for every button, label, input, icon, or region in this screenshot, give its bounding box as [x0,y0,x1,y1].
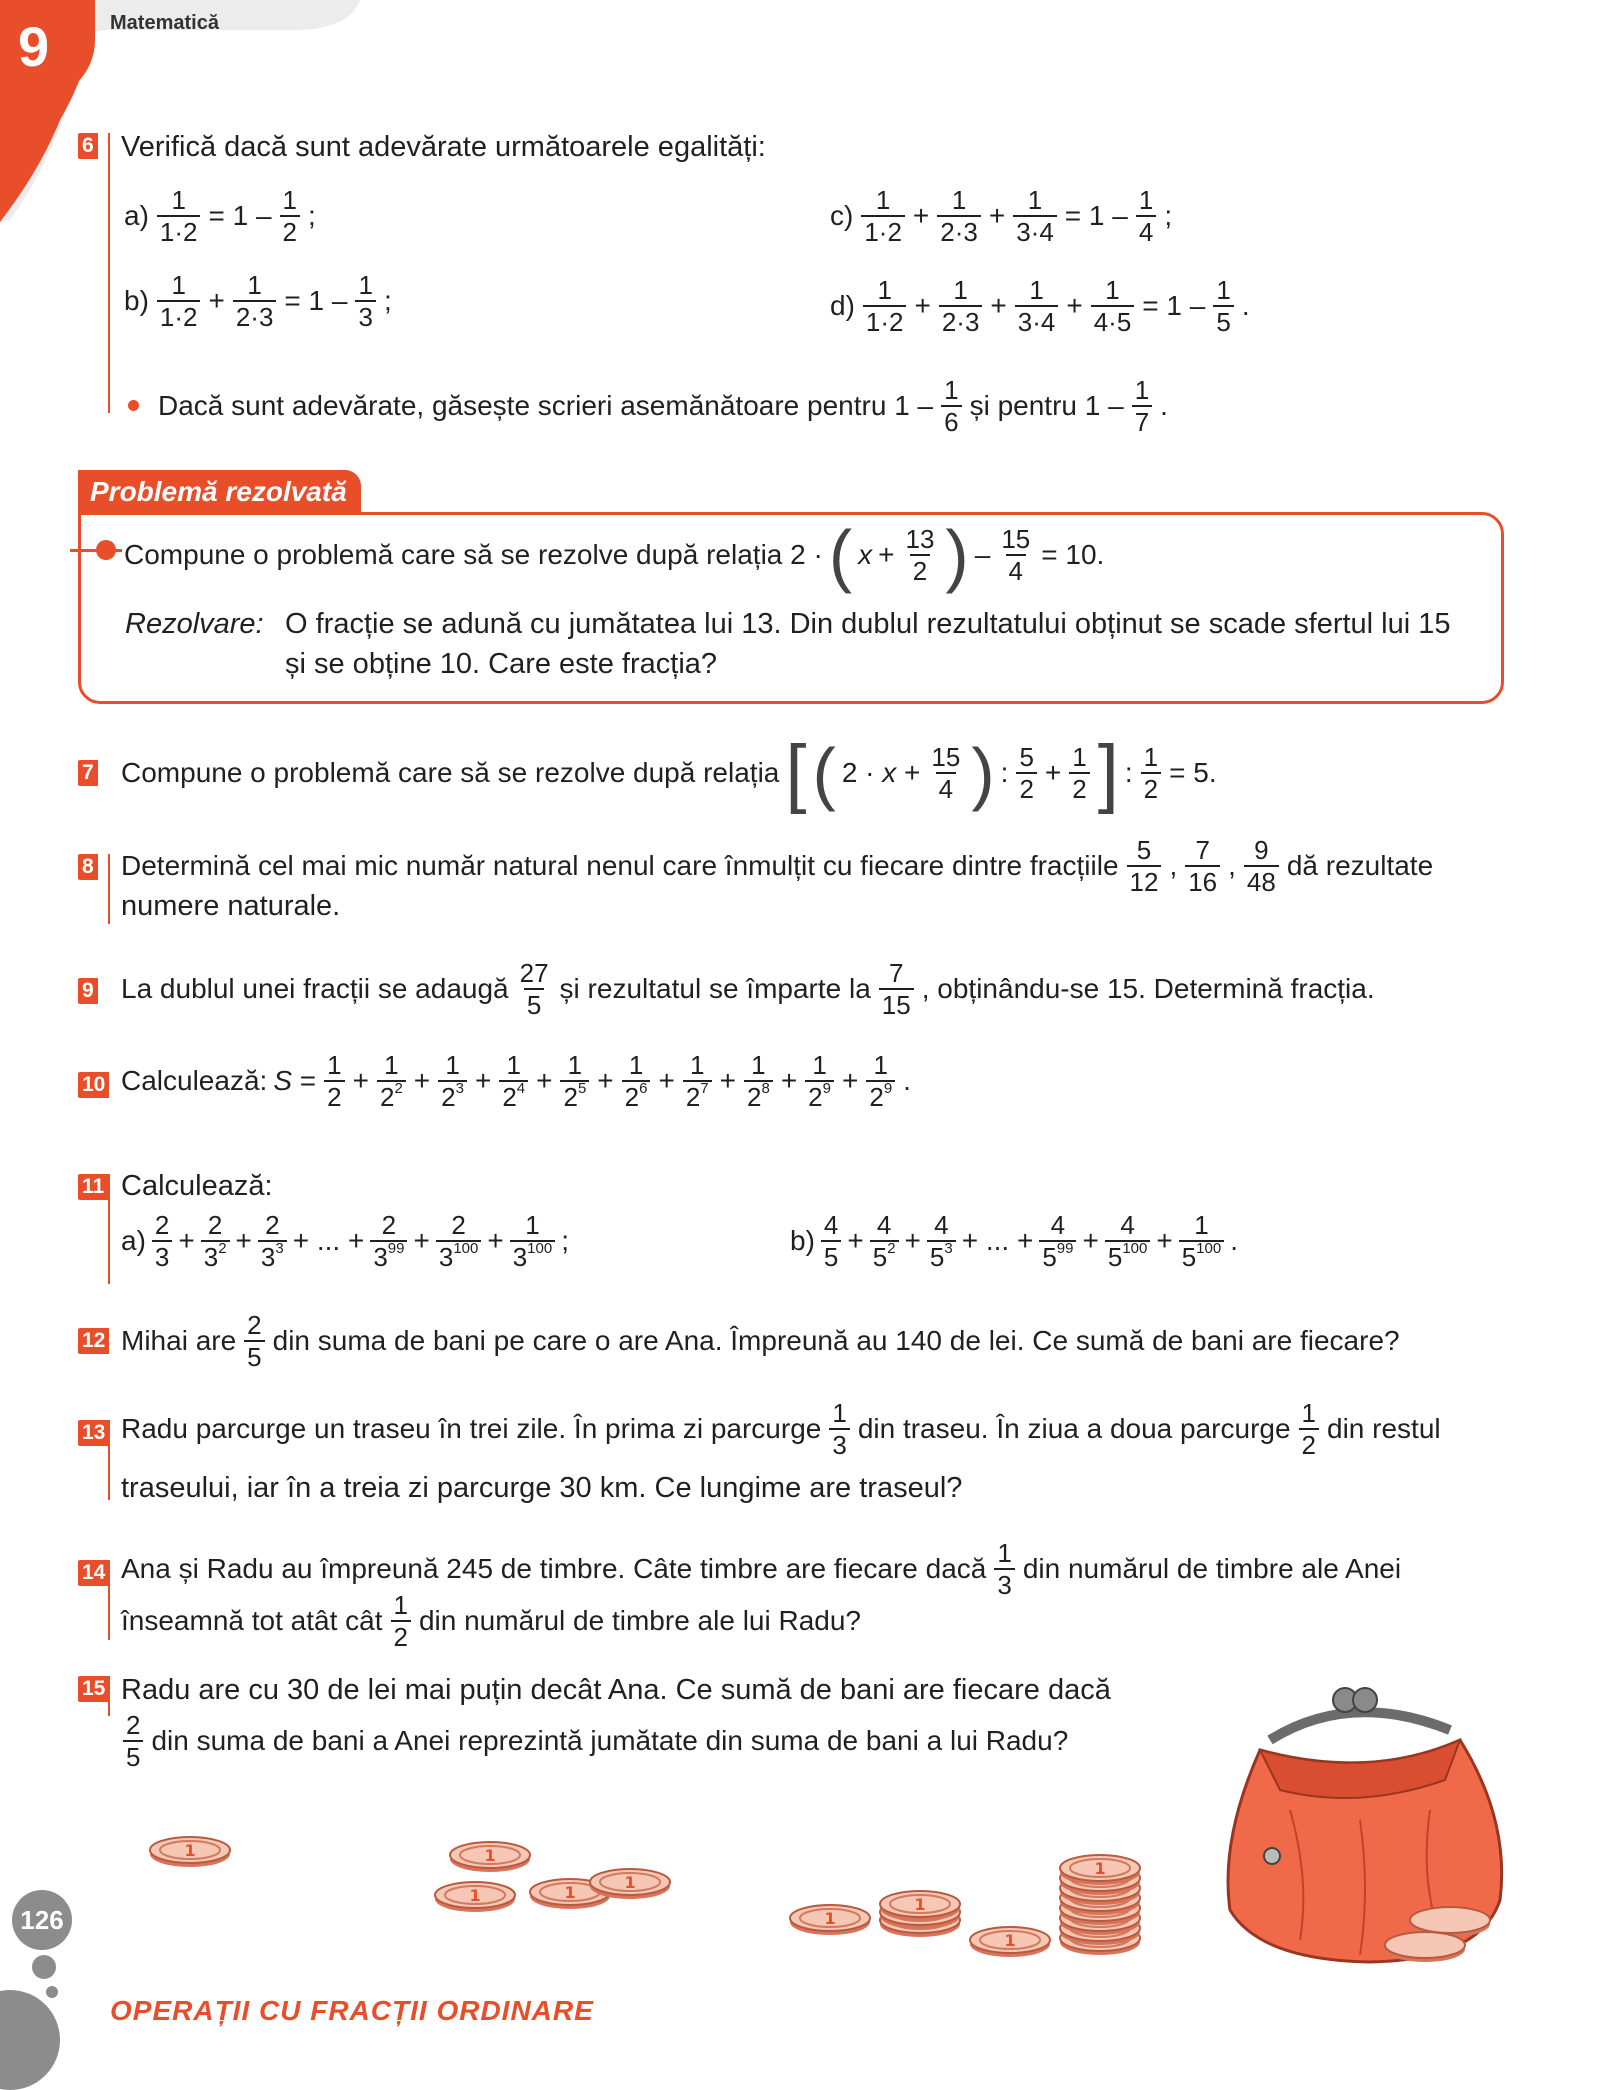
exercise-6-bullet: Dacă sunt adevărate, găsește scrieri asemănătoare pentru 1 – $\frac{1}{6}$ și pentru 1 – $\frac{1}{7}$ . [158,375,1168,437]
exercise-15-text: din suma de bani a Anei reprezintă jumătate din suma de bani a lui Radu? [151,1725,1069,1756]
exercise-14-line1: Ana și Radu au împreună 245 de timbre. Câte timbre are fiecare dacă $\frac{1}{3}$ din numărul de timbre ale Anei [121,1538,1402,1600]
equation-6a: a) $\frac{1}{1\cdot 2}$ = 1 – $\frac{1}{2}$ ; [124,185,316,247]
solved-bullet-icon [96,540,116,560]
purse-icon [1200,1670,1530,1970]
exercise-14-text-c: înseamnă tot atât cât [121,1605,383,1636]
chapter-number: 9 [18,15,50,78]
bullet-icon [128,400,139,411]
label-11b: b) [790,1225,815,1256]
exercise-13-text-a: Radu parcurge un traseu în trei zile. În prima zi parcurge [121,1413,822,1444]
exercise-13-text-c: din restul [1327,1413,1441,1444]
exercise-number-8: 8 [78,854,98,880]
exercise-10-text: Calculează: [121,1065,268,1096]
exercise-14-line2: înseamnă tot atât cât $\frac{1}{2}$ din numărul de timbre ale lui Radu? [121,1590,861,1652]
exercise-12-text-b: din suma de bani pe care o are Ana. Împreună au 140 de lei. Ce sumă de bani are fiecare? [272,1325,1400,1356]
exercise-9-text-c: , obținându-se 15. Determină fracția. [921,973,1375,1004]
exercise-6-bar [108,133,110,413]
exercise-7: Compune o problemă care să se rezolve după relația [ ( 2 · x + $\frac{15}{4}$ ) : $\frac{5}{2}$ + $\frac{1}{2}$ ] : $\frac{1}{2}$ = 5. [121,730,1217,815]
equation-6b: b) $\frac{1}{1\cdot 2}$ + $\frac{1}{2\cdot 3}$ = 1 – $\frac{1}{3}$ ; [124,270,392,332]
exercise-7-text: Compune o problemă care să se rezolve după relația [121,757,780,788]
exercise-12: Mihai are $\frac{2}{5}$ din suma de bani pe care o are Ana. Împreună au 140 de lei. Ce sumă de bani are fiecare? [121,1310,1400,1372]
exercise-number-13: 13 [78,1420,109,1446]
exercise-8-text-a: Determină cel mai mic număr natural nenul care înmulțit cu fiecare dintre fracțiile [121,850,1119,881]
exercise-15-line1: Radu are cu 30 de lei mai puțin decât Ana. Ce sumă de bani are fiecare dacă [121,1674,1111,1706]
exercise-10: Calculează: S = $\frac{1}{2}$ + $\frac{1}{2^2}$ + $\frac{1}{2^3}$ + $\frac{1}{2^4}$ + $\frac{1}{2^5}$ + $\frac{1}{2^6}$ + $\frac{1}{2^7}$ + $\frac{1}{2^8}$ + $\frac{1}{2^9}$ + $\frac{1}{2^9}$ . [121,1050,911,1112]
exercise-15-line2: $\frac{2}{5}$ din suma de bani a Anei reprezintă jumătate din suma de bani a lui Radu? [121,1710,1068,1772]
label-b: b) [124,285,149,316]
exercise-number-11: 11 [78,1174,108,1200]
exercise-number-12: 12 [78,1328,109,1354]
exercise-8-line1: Determină cel mai mic număr natural nenul care înmulțit cu fiecare dintre fracțiile $\frac{5}{12}$ , $\frac{7}{16}$ , $\frac{9}{48}$ dă rezultate [121,835,1434,897]
equation-6c: c) $\frac{1}{1\cdot 2}$ + $\frac{1}{2\cdot 3}$ + $\frac{1}{3\cdot 4}$ = 1 – $\frac{1}{4}$ ; [830,185,1173,247]
solution-line-2: și se obține 10. Care este fracția? [285,648,718,680]
bullet-text-2: și pentru 1 – [969,390,1124,421]
label-11a: a) [121,1225,146,1256]
exercise-13-line2: traseului, iar în a treia zi parcurge 30 km. Ce lungime are traseul? [121,1472,963,1504]
label-c: c) [830,200,854,231]
exercise-13-text-b: din traseu. În ziua a doua parcurge [857,1413,1291,1444]
exercise-12-text-a: Mihai are [121,1325,237,1356]
solved-problem-statement: Compune o problemă care să se rezolve după relația 2 · ( x + $\frac{13}{2}$ ) – $\frac{15}{4}$ = 10. [124,516,1105,594]
exercise-14-bar [108,1560,110,1640]
decor-dot-2 [46,1986,58,1998]
exercise-number-15: 15 [78,1676,109,1702]
exercise-8-line2: numere naturale. [121,890,341,922]
label-d: d) [830,290,855,321]
decor-circle [0,1990,60,2090]
equation-6d: d) $\frac{1}{1\cdot 2}$ + $\frac{1}{2\cdot 3}$ + $\frac{1}{3\cdot 4}$ + $\frac{1}{4\cdot 5}$ = 1 – $\frac{1}{5}$ . [830,275,1250,337]
exercise-13-bar [108,1420,110,1500]
exercise-11-bar [108,1174,110,1284]
exercise-13-line1: Radu parcurge un traseu în trei zile. În prima zi parcurge $\frac{1}{3}$ din traseu. În ziua a doua parcurge $\frac{1}{2}$ din restul [121,1398,1441,1460]
exercise-number-14: 14 [78,1560,109,1586]
exercise-number-9: 9 [78,978,98,1004]
exercise-11-text: Calculează: [121,1170,273,1202]
solution-line-1: O fracție se adună cu jumătatea lui 13. Din dublul rezultatului obținut se scade sfertul lui 15 [285,608,1451,640]
exercise-number-10: 10 [78,1072,109,1098]
chapter-title-footer: OPERAȚII CU FRACȚII ORDINARE [110,1995,594,2026]
exercise-number-7: 7 [78,760,98,786]
decor-dot-1 [32,1955,56,1979]
bullet-text-1: Dacă sunt adevărate, găsește scrieri asemănătoare pentru 1 – [158,390,934,421]
exercise-6-prompt: Verifică dacă sunt adevărate următoarele egalități: [121,131,766,163]
exercise-number-6: 6 [78,133,98,159]
exercise-14-text-d: din numărul de timbre ale lui Radu? [418,1605,861,1636]
exercise-11a: a) $\frac{2}{3}$ + $\frac{2}{3^2}$ + $\frac{2}{3^3}$ + ... + $\frac{2}{3^{99}}$ + $\frac{2}{3^{100}}$ + $\frac{1}{3^{100}}$ ; [121,1210,569,1272]
label-a: a) [124,200,149,231]
exercise-9-text-a: La dublul unei fracții se adaugă [121,973,509,1004]
exercise-8-text-b: dă rezultate [1286,850,1434,881]
page-number: 126 [12,1890,72,1950]
exercise-14-text-b: din numărul de timbre ale Anei [1022,1553,1402,1584]
coins-illustration: 1 [140,1820,1220,1980]
exercise-9-text-b: și rezultatul se împarte la [559,973,871,1004]
solved-problem-heading: Problemă rezolvată [78,470,361,514]
exercise-14-text-a: Ana și Radu au împreună 245 de timbre. Câte timbre are fiecare dacă [121,1553,987,1584]
solved-result: = 10. [1041,539,1105,570]
solved-prompt: Compune o problemă care să se rezolve după relația 2 · [124,539,823,570]
solution-label: Rezolvare: [125,608,264,640]
subject-label: Matematică [110,12,219,34]
exercise-9: La dublul unei fracții se adaugă $\frac{27}{5}$ și rezultatul se împarte la $\frac{7}{15}$ , obținându-se 15. Determină fracția. [121,958,1375,1020]
exercise-15-bar [108,1676,110,1716]
exercise-8-bar [108,854,110,924]
exercise-11b: b) $\frac{4}{5}$ + $\frac{4}{5^2}$ + $\frac{4}{5^3}$ + ... + $\frac{4}{5^{99}}$ + $\frac{4}{5^{100}}$ + $\frac{1}{5^{100}}$ . [790,1210,1238,1272]
